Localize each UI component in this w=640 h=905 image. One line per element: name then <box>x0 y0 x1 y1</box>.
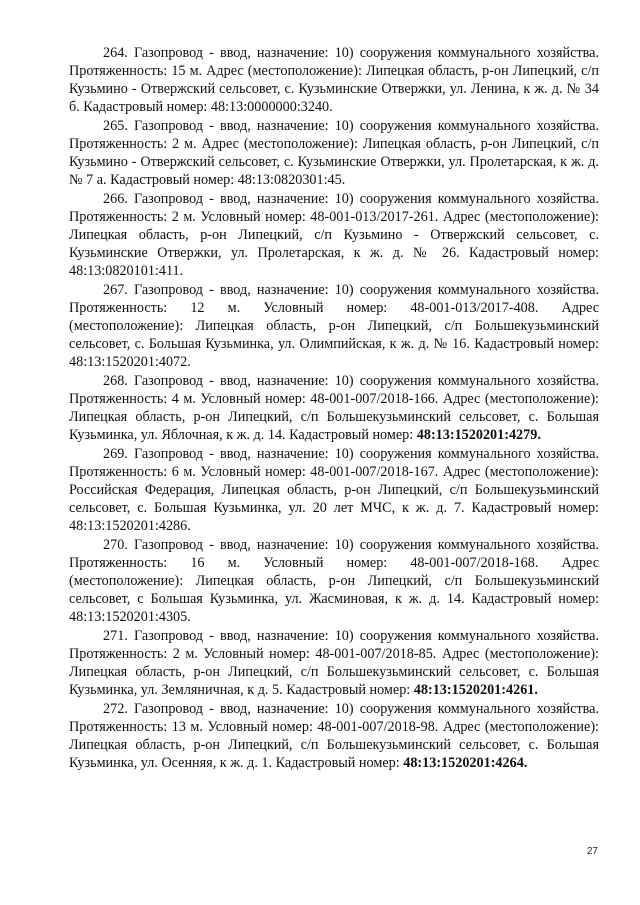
entry-267 <box>69 281 599 371</box>
entry-269 <box>69 445 599 535</box>
entry-268 <box>69 372 599 444</box>
entry-265 <box>69 117 599 189</box>
entry-text: Газопровод - ввод, назначение: 10) сооружения коммунального хозяйства. Протяженность: 6 м. Условный номер: 48-001-007/2018-167. Адрес (местоположение): Российская Федерация, Липецкая область, р-он Липецкий, с/п Большекузьминский сельсовет, с. Большая Кузьминка, ул. 20 лет МЧС, к ж. д. 7. Кадастровый номер: 48:13:1520201:4286. <box>69 446 600 534</box>
entry-271 <box>69 627 599 699</box>
entry-number: 269. <box>103 446 128 462</box>
entry-text: Газопровод - ввод, назначение: 10) сооружения коммунального хозяйства. Протяженность: 16 м. Условный номер: 48-001-007/2018-168. Адрес (местоположение): Липецкая область, р-он Липецкий, с/п Большекузьминский сельсовет, с Большая Кузьминка, ул. Жасминовая, к ж. д. 14. Кадастровый номер: 48:13:1520201:4305. <box>69 537 600 625</box>
entry-text: Газопровод - ввод, назначение: 10) сооружения коммунального хозяйства. Протяженность: 2 м. Условный номер: 48-001-013/2017-261. Адрес (местоположение): Липецкая область, р-он Липецкий, с/п Кузьмино - Отвержский сельсовет, с. Кузьминские Отвержки, ул. Пролетарская, к ж. д. № 26. Кадастровый номер: 48:13:0820101:411. <box>69 191 600 279</box>
entry-text: Газопровод - ввод, назначение: 10) сооружения коммунального хозяйства. Протяженность: 4 м. Условный номер: 48-001-007/2018-166. Адрес (местоположение): Липецкая область, р-он Липецкий, с/п Большекузьминский сельсовет, с. Большая Кузьминка, ул. Яблочная, к ж. д. 14. Кадастровый номер: <box>69 373 600 443</box>
entry-266 <box>69 190 599 280</box>
entry-number: 265. <box>103 118 128 134</box>
entry-number: 266. <box>103 191 128 207</box>
entry-text: Газопровод - ввод, назначение: 10) сооружения коммунального хозяйства. Протяженность: 2 м. Адрес (местоположение): Липецкая область, р-он Липецкий, с/п Кузьмино - Отвержский сельсовет, с. Кузьминские Отвержки, ул. Пролетарская, к ж. д. № 7 а. Кадастровый номер: 48:13:0820301:45. <box>69 118 600 188</box>
cadastral-number: 48:13:1520201:4264. <box>403 755 528 771</box>
entry-number: 264. <box>103 45 128 61</box>
page-number: 27 <box>586 846 598 857</box>
entry-text: Газопровод - ввод, назначение: 10) сооружения коммунального хозяйства. Протяженность: 13 м. Условный номер: 48-001-007/2018-98. Адрес (местоположение): Липецкая область, р-он Липецкий, с/п Большекузьминский сельсовет, с. Большая Кузьминка, ул. Осенняя, к ж. д. 1. Кадастровый номер: <box>69 701 600 771</box>
entry-270 <box>69 536 599 626</box>
entry-number: 267. <box>103 282 128 298</box>
entry-text: Газопровод - ввод, назначение: 10) сооружения коммунального хозяйства. Протяженность: 12 м. Условный номер: 48-001-013/2017-408. Адрес (местоположение): Липецкая область, р-он Липецкий, с/п Большекузьминский сельсовет, с. Большая Кузьминка, ул. Олимпийская, к ж. д. № 16. Кадастровый номер: 48:13:1520201:4072. <box>69 282 600 370</box>
entry-number: 270. <box>103 537 128 553</box>
cadastral-number: 48:13:1520201:4261. <box>413 682 538 698</box>
entry-number: 272. <box>103 701 128 717</box>
entry-text: Газопровод - ввод, назначение: 10) сооружения коммунального хозяйства. Протяженность: 15 м. Адрес (местоположение): Липецкая область, р-он Липецкий, с/п Кузьмино - Отвержский сельсовет, с. Кузьминские Отвержки, ул. Ленина, к ж. д. № 34 б. Кадастровый номер: 48:13:0000000:3240. <box>69 45 600 115</box>
entry-text: Газопровод - ввод, назначение: 10) сооружения коммунального хозяйства. Протяженность: 2 м. Условный номер: 48-001-007/2018-85. Адрес (местоположение): Липецкая область, р-он Липецкий, с/п Большекузьминский сельсовет, с. Большая Кузьминка, ул. Земляничная, к д. 5. Кадастровый номер: <box>69 628 600 698</box>
entry-number: 271. <box>103 628 128 644</box>
entry-264 <box>69 44 599 116</box>
cadastral-number: 48:13:1520201:4279. <box>416 427 541 443</box>
document-page <box>69 44 599 772</box>
entry-272 <box>69 700 599 772</box>
entry-number: 268. <box>103 373 128 389</box>
